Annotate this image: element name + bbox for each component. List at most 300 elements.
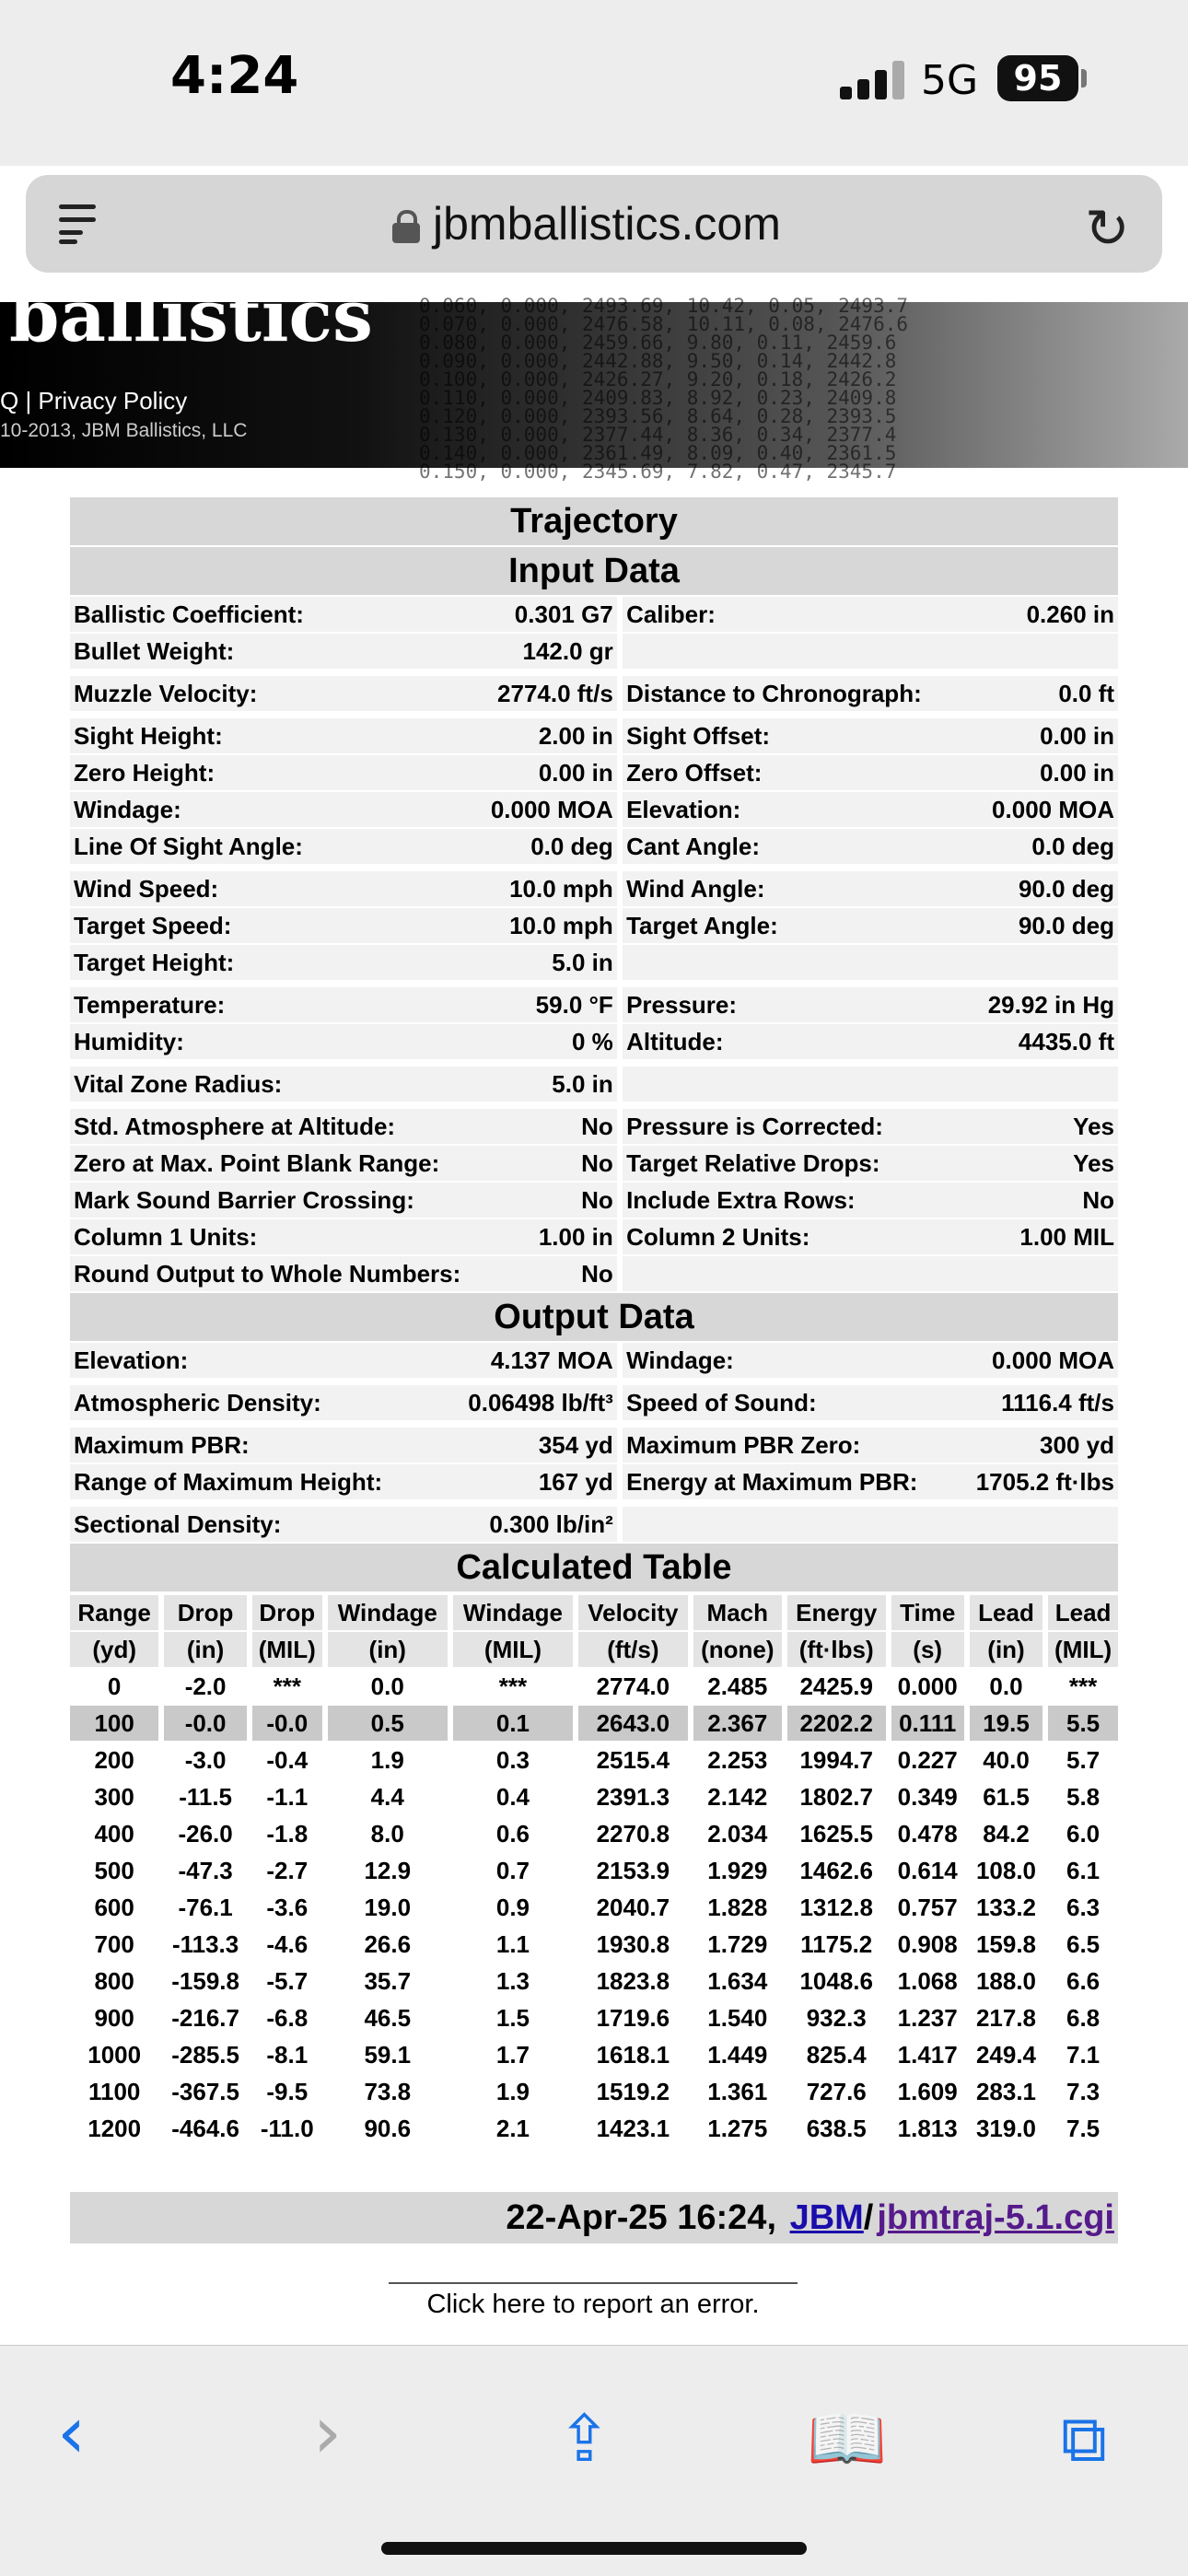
row-separator — [70, 982, 1118, 985]
column-unit: (MIL) — [252, 1632, 322, 1667]
calculated-table — [64, 1593, 1124, 2148]
jbmtraj-link[interactable]: jbmtraj-5.1.cgi — [877, 2198, 1114, 2237]
footer-timestamp — [70, 2192, 1118, 2244]
column-unit: (ft·lbs) — [787, 1632, 886, 1667]
table-cell: 8.0 — [328, 1816, 448, 1851]
row-value: 0.300 lb/in² — [464, 1507, 617, 1542]
data-row — [70, 1219, 1118, 1254]
table-cell: 1.729 — [693, 1927, 782, 1962]
row-label: Std. Atmosphere at Altitude: — [70, 1109, 464, 1144]
table-cell: 26.6 — [328, 1927, 448, 1962]
table-cell: 59.1 — [328, 2037, 448, 2072]
data-row — [70, 1385, 1118, 1420]
row-separator — [70, 1103, 1118, 1107]
data-row — [70, 1507, 1118, 1542]
row-label: Pressure is Corrected: — [623, 1109, 973, 1144]
column-header: Drop — [252, 1595, 322, 1630]
row-separator — [70, 1061, 1118, 1065]
table-cell: 1100 — [70, 2074, 158, 2109]
column-header: Windage — [328, 1595, 448, 1630]
table-cell: -76.1 — [164, 1890, 247, 1925]
table-cell: 2202.2 — [787, 1706, 886, 1741]
network-type: 5G — [921, 57, 979, 104]
home-indicator — [381, 2542, 807, 2555]
table-cell: 61.5 — [970, 1779, 1042, 1814]
table-cell: 1200 — [70, 2111, 158, 2146]
row-value: No — [973, 1183, 1118, 1218]
table-cell: 1.5 — [453, 2000, 573, 2035]
table-cell: 2270.8 — [578, 1816, 688, 1851]
table-row — [70, 1853, 1118, 1888]
data-row — [70, 1067, 1118, 1102]
row-label: Muzzle Velocity: — [70, 676, 464, 711]
data-row — [70, 1256, 1118, 1291]
table-cell: -4.6 — [252, 1927, 322, 1962]
row-separator — [70, 1380, 1118, 1383]
table-cell: 0.6 — [453, 1816, 573, 1851]
table-cell: 2.1 — [453, 2111, 573, 2146]
row-value: No — [464, 1109, 617, 1144]
table-cell: 0.227 — [891, 1743, 964, 1778]
table-cell: 1618.1 — [578, 2037, 688, 2072]
table-cell: 249.4 — [970, 2037, 1042, 2072]
row-value: No — [464, 1146, 617, 1181]
table-cell: 0.908 — [891, 1927, 964, 1962]
row-label: Elevation: — [623, 792, 973, 827]
row-value: 0.00 in — [464, 755, 617, 790]
row-label: Line Of Sight Angle: — [70, 829, 464, 864]
table-cell: -113.3 — [164, 1927, 247, 1962]
row-value: 167 yd — [464, 1464, 617, 1499]
table-cell: -0.0 — [252, 1706, 322, 1741]
table-cell: -8.1 — [252, 2037, 322, 2072]
url-text[interactable]: jbmballistics.com — [433, 198, 781, 250]
chevron-left-icon[interactable]: ‹ — [57, 2392, 87, 2475]
table-cell: 1.828 — [693, 1890, 782, 1925]
table-cell: 133.2 — [970, 1890, 1042, 1925]
table-cell: 1.1 — [453, 1927, 573, 1962]
table-cell: 1802.7 — [787, 1779, 886, 1814]
row-value: Yes — [973, 1109, 1118, 1144]
table-cell: 1423.1 — [578, 2111, 688, 2146]
row-label: Temperature: — [70, 987, 464, 1022]
table-cell: 4.4 — [328, 1779, 448, 1814]
page-menu-icon[interactable] — [59, 203, 96, 243]
row-label: Mark Sound Barrier Crossing: — [70, 1183, 464, 1218]
table-cell: 1625.5 — [787, 1816, 886, 1851]
column-unit: (ft/s) — [578, 1632, 688, 1667]
row-value: 10.0 mph — [464, 871, 617, 906]
table-cell: 46.5 — [328, 2000, 448, 2035]
table-cell: 600 — [70, 1890, 158, 1925]
row-value: 4435.0 ft — [973, 1024, 1118, 1059]
table-cell: 0.0 — [328, 1669, 448, 1704]
table-cell: 400 — [70, 1816, 158, 1851]
table-cell: 5.5 — [1048, 1706, 1118, 1741]
table-cell: 200 — [70, 1743, 158, 1778]
data-row — [70, 1428, 1118, 1463]
row-label — [623, 1256, 973, 1291]
row-value: 59.0 °F — [464, 987, 617, 1022]
table-cell: 12.9 — [328, 1853, 448, 1888]
row-value: 1116.4 ft/s — [973, 1385, 1118, 1420]
row-value: 5.0 in — [464, 945, 617, 980]
table-cell: 6.1 — [1048, 1853, 1118, 1888]
row-label: Bullet Weight: — [70, 634, 464, 669]
row-label: Cant Angle: — [623, 829, 973, 864]
row-value — [973, 634, 1118, 669]
data-row — [70, 987, 1118, 1022]
table-cell: 1175.2 — [787, 1927, 886, 1962]
row-value: 0.0 deg — [464, 829, 617, 864]
table-cell: 1.417 — [891, 2037, 964, 2072]
chevron-right-icon[interactable]: › — [313, 2392, 343, 2475]
column-unit: (MIL) — [1048, 1632, 1118, 1667]
data-row — [70, 597, 1118, 632]
table-cell: -3.6 — [252, 1890, 322, 1925]
table-row — [70, 2000, 1118, 2035]
row-label — [623, 634, 973, 669]
table-cell: 825.4 — [787, 2037, 886, 2072]
table-cell: 1.634 — [693, 1964, 782, 1999]
row-value — [973, 1067, 1118, 1102]
table-cell: 319.0 — [970, 2111, 1042, 2146]
table-cell: 2643.0 — [578, 1706, 688, 1741]
row-value — [973, 1507, 1118, 1542]
table-cell: 1048.6 — [787, 1964, 886, 1999]
data-row — [70, 1024, 1118, 1059]
table-cell: 40.0 — [970, 1743, 1042, 1778]
row-value: 1705.2 ft·lbs — [973, 1464, 1118, 1499]
table-cell: 1.813 — [891, 2111, 964, 2146]
table-row — [70, 1816, 1118, 1851]
share-icon[interactable]: ⇪ — [557, 2401, 611, 2477]
row-value — [973, 945, 1118, 980]
table-cell: 90.6 — [328, 2111, 448, 2146]
site-logo-text: ballistics — [9, 274, 373, 358]
row-value: 0.0 ft — [973, 676, 1118, 711]
table-cell: 1312.8 — [787, 1890, 886, 1925]
row-label: Range of Maximum Height: — [70, 1464, 464, 1499]
row-label: Target Speed: — [70, 908, 464, 943]
trajectory-results — [70, 495, 1118, 2148]
row-label: Atmospheric Density: — [70, 1385, 464, 1420]
row-value: 142.0 gr — [464, 634, 617, 669]
row-label: Round Output to Whole Numbers: — [70, 1256, 464, 1291]
row-label: Distance to Chronograph: — [623, 676, 973, 711]
column-unit: (MIL) — [453, 1632, 573, 1667]
table-cell: 0.3 — [453, 1743, 573, 1778]
table-cell: 2515.4 — [578, 1743, 688, 1778]
column-unit: (s) — [891, 1632, 964, 1667]
calculated-table-heading: Calculated Table — [70, 1544, 1118, 1591]
table-cell: -1.1 — [252, 1779, 322, 1814]
row-label: Windage: — [623, 1343, 973, 1378]
table-cell: 2153.9 — [578, 1853, 688, 1888]
table-cell: 0.0 — [970, 1669, 1042, 1704]
tabs-icon[interactable]: ⧉ — [1061, 2401, 1107, 2477]
table-cell: 700 — [70, 1927, 158, 1962]
address-bar[interactable] — [26, 175, 1162, 273]
output-data-heading: Output Data — [70, 1293, 1118, 1341]
data-row — [70, 945, 1118, 980]
row-separator — [70, 1422, 1118, 1426]
row-label — [623, 1507, 973, 1542]
table-cell: 1.449 — [693, 2037, 782, 2072]
row-value: 300 yd — [973, 1428, 1118, 1463]
data-row — [70, 1183, 1118, 1218]
table-cell: 2.034 — [693, 1816, 782, 1851]
table-cell: 1519.2 — [578, 2074, 688, 2109]
table-cell: *** — [252, 1669, 322, 1704]
table-cell: 2391.3 — [578, 1779, 688, 1814]
table-cell: -367.5 — [164, 2074, 247, 2109]
lock-icon — [392, 210, 420, 241]
row-label: Target Height: — [70, 945, 464, 980]
row-separator — [70, 866, 1118, 869]
table-row — [70, 1669, 1118, 1704]
footer-slash: / — [863, 2198, 874, 2237]
column-header: Velocity — [578, 1595, 688, 1630]
row-value: Yes — [973, 1146, 1118, 1181]
row-label: Zero at Max. Point Blank Range: — [70, 1146, 464, 1181]
column-unit: (in) — [164, 1632, 247, 1667]
row-label: Ballistic Coefficient: — [70, 597, 464, 632]
row-label: Target Angle: — [623, 908, 973, 943]
column-unit: (in) — [970, 1632, 1042, 1667]
table-cell: 1.068 — [891, 1964, 964, 1999]
data-row — [70, 1109, 1118, 1144]
column-header: Lead — [1048, 1595, 1118, 1630]
table-cell: 1.3 — [453, 1964, 573, 1999]
trajectory-heading: Trajectory — [70, 497, 1118, 545]
site-banner — [0, 274, 1188, 483]
table-cell: 6.3 — [1048, 1890, 1118, 1925]
table-cell: 727.6 — [787, 2074, 886, 2109]
banner-numbers: 0.060, 0.000, 2493.69, 10.42, 0.05, 2493.7 0.070, 0.000, 2476.58, 10.11, 0.08, 2476.6 0.080, 0.000, 2459.66, 9.80, 0.11, 2459.6 0.090, 0.000, 2442.88, 9.50, 0.14, 2442.8 0.100, 0.000, 2426.27, 9.20, 0.18, 2426.2 0.110, 0.000, 2409.83, 8.92, 0.23, 2409.8 0.120, 0.000, 2393.56, 8.64, 0.28, 2393.5 0.130, 0.000, 2377.44, 8.36, 0.34, 2377.4 0.140, 0.000, 2361.49, 8.09, 0.40, 2361.5 0.150, 0.000, 2345.69, 7.82, 0.47, 2345.7 — [419, 295, 909, 483]
table-row — [70, 1890, 1118, 1925]
row-label: Zero Height: — [70, 755, 464, 790]
column-unit: (yd) — [70, 1632, 158, 1667]
row-label: Altitude: — [623, 1024, 973, 1059]
table-cell: 1.9 — [328, 1743, 448, 1778]
table-cell: 73.8 — [328, 2074, 448, 2109]
table-cell: 300 — [70, 1779, 158, 1814]
table-cell: 1.609 — [891, 2074, 964, 2109]
table-cell: 1.929 — [693, 1853, 782, 1888]
table-cell: 7.5 — [1048, 2111, 1118, 2146]
table-cell: -159.8 — [164, 1964, 247, 1999]
column-unit: (none) — [693, 1632, 782, 1667]
table-cell: 7.1 — [1048, 2037, 1118, 2072]
table-cell: 0.9 — [453, 1890, 573, 1925]
table-row — [70, 2111, 1118, 2146]
signal-icon — [840, 59, 904, 99]
table-cell: 1000 — [70, 2037, 158, 2072]
input-output-table — [70, 495, 1118, 1593]
row-label: Column 1 Units: — [70, 1219, 464, 1254]
table-cell: 500 — [70, 1853, 158, 1888]
table-row — [70, 1927, 1118, 1962]
banner-copyright: 10-2013, JBM Ballistics, LLC — [0, 420, 248, 441]
row-label: Windage: — [70, 792, 464, 827]
table-cell: 1823.8 — [578, 1964, 688, 1999]
row-value: 0.000 MOA — [464, 792, 617, 827]
row-value: 0.00 in — [973, 755, 1118, 790]
table-cell: 0 — [70, 1669, 158, 1704]
table-cell: 217.8 — [970, 2000, 1042, 2035]
table-row — [70, 1779, 1118, 1814]
data-row — [70, 755, 1118, 790]
column-header: Windage — [453, 1595, 573, 1630]
report-error-link[interactable]: Click here to report an error. — [389, 2282, 798, 2320]
table-cell: -3.0 — [164, 1743, 247, 1778]
row-label: Column 2 Units: — [623, 1219, 973, 1254]
table-cell: -5.7 — [252, 1964, 322, 1999]
row-label: Sight Offset: — [623, 718, 973, 753]
table-cell: 2.367 — [693, 1706, 782, 1741]
data-row — [70, 792, 1118, 827]
row-value: 10.0 mph — [464, 908, 617, 943]
row-value: 0.00 in — [973, 718, 1118, 753]
row-value: 0.000 MOA — [973, 1343, 1118, 1378]
row-value: 90.0 deg — [973, 908, 1118, 943]
column-header: Range — [70, 1595, 158, 1630]
row-value: 1.00 MIL — [973, 1219, 1118, 1254]
table-cell: 0.478 — [891, 1816, 964, 1851]
row-value: 90.0 deg — [973, 871, 1118, 906]
banner-links[interactable]: Q | Privacy Policy — [0, 387, 188, 414]
table-cell: 0.349 — [891, 1779, 964, 1814]
table-cell: -9.5 — [252, 2074, 322, 2109]
row-label: Wind Angle: — [623, 871, 973, 906]
row-value: 0.301 G7 — [464, 597, 617, 632]
table-cell: 0.1 — [453, 1706, 573, 1741]
row-label: Maximum PBR: — [70, 1428, 464, 1463]
table-cell: -11.5 — [164, 1779, 247, 1814]
column-header: Drop — [164, 1595, 247, 1630]
column-header-row — [70, 1595, 1118, 1630]
table-cell: 2774.0 — [578, 1669, 688, 1704]
status-bar — [0, 0, 1188, 166]
table-cell: 1.275 — [693, 2111, 782, 2146]
row-label: Zero Offset: — [623, 755, 973, 790]
table-cell: 19.5 — [970, 1706, 1042, 1741]
table-cell: -11.0 — [252, 2111, 322, 2146]
row-label: Sight Height: — [70, 718, 464, 753]
table-cell: -2.0 — [164, 1669, 247, 1704]
table-cell: 1462.6 — [787, 1853, 886, 1888]
row-value: 0.260 in — [973, 597, 1118, 632]
column-header: Energy — [787, 1595, 886, 1630]
table-cell: 5.8 — [1048, 1779, 1118, 1814]
book-icon[interactable]: 📖 — [807, 2401, 888, 2477]
row-label: Energy at Maximum PBR: — [623, 1464, 973, 1499]
row-label: Maximum PBR Zero: — [623, 1428, 973, 1463]
table-cell: -2.7 — [252, 1853, 322, 1888]
row-label: Elevation: — [70, 1343, 464, 1378]
table-row — [70, 1743, 1118, 1778]
battery-cap — [1081, 69, 1087, 87]
table-cell: 2.142 — [693, 1779, 782, 1814]
table-cell: -216.7 — [164, 2000, 247, 2035]
table-cell: 0.757 — [891, 1890, 964, 1925]
table-cell: 800 — [70, 1964, 158, 1999]
row-label: Pressure: — [623, 987, 973, 1022]
table-cell: -1.8 — [252, 1816, 322, 1851]
table-cell: 0.4 — [453, 1779, 573, 1814]
footer-date: 22-Apr-25 16:24, — [506, 2198, 786, 2237]
row-value — [973, 1256, 1118, 1291]
row-value: 2774.0 ft/s — [464, 676, 617, 711]
jbm-link[interactable]: JBM — [789, 2198, 864, 2237]
row-label: Target Relative Drops: — [623, 1146, 973, 1181]
column-unit-row — [70, 1632, 1118, 1667]
data-row — [70, 676, 1118, 711]
table-cell: 1.540 — [693, 2000, 782, 2035]
row-value: 1.00 in — [464, 1219, 617, 1254]
table-cell: 7.3 — [1048, 2074, 1118, 2109]
table-cell: 0.5 — [328, 1706, 448, 1741]
table-cell: -0.0 — [164, 1706, 247, 1741]
row-label: Humidity: — [70, 1024, 464, 1059]
table-cell: 6.8 — [1048, 2000, 1118, 2035]
column-header: Mach — [693, 1595, 782, 1630]
table-cell: -47.3 — [164, 1853, 247, 1888]
table-cell: 2.485 — [693, 1669, 782, 1704]
table-cell: 35.7 — [328, 1964, 448, 1999]
data-row — [70, 718, 1118, 753]
table-cell: 84.2 — [970, 1816, 1042, 1851]
table-cell: 108.0 — [970, 1853, 1042, 1888]
input-data-heading: Input Data — [70, 547, 1118, 595]
table-cell: 1994.7 — [787, 1743, 886, 1778]
data-row — [70, 871, 1118, 906]
data-row — [70, 829, 1118, 864]
reload-icon[interactable]: ↻ — [1085, 197, 1130, 260]
table-cell: 283.1 — [970, 2074, 1042, 2109]
row-value: No — [464, 1183, 617, 1218]
column-header: Lead — [970, 1595, 1042, 1630]
table-cell: 5.7 — [1048, 1743, 1118, 1778]
table-cell: 0.000 — [891, 1669, 964, 1704]
table-cell: 1.237 — [891, 2000, 964, 2035]
table-cell: 6.0 — [1048, 1816, 1118, 1851]
table-cell: 638.5 — [787, 2111, 886, 2146]
table-cell: 2425.9 — [787, 1669, 886, 1704]
table-cell: 2040.7 — [578, 1890, 688, 1925]
status-time: 4:24 — [170, 46, 299, 106]
table-cell: 19.0 — [328, 1890, 448, 1925]
table-cell: 1.9 — [453, 2074, 573, 2109]
row-label: Wind Speed: — [70, 871, 464, 906]
table-cell: -285.5 — [164, 2037, 247, 2072]
table-cell: 932.3 — [787, 2000, 886, 2035]
table-cell: 1719.6 — [578, 2000, 688, 2035]
table-cell: 188.0 — [970, 1964, 1042, 1999]
table-cell: -464.6 — [164, 2111, 247, 2146]
table-cell: 0.7 — [453, 1853, 573, 1888]
data-row — [70, 1146, 1118, 1181]
table-cell: 0.614 — [891, 1853, 964, 1888]
column-unit: (in) — [328, 1632, 448, 1667]
battery-icon: 95 — [997, 55, 1078, 101]
table-cell: 6.6 — [1048, 1964, 1118, 1999]
row-value: 0.000 MOA — [973, 792, 1118, 827]
row-label: Include Extra Rows: — [623, 1183, 973, 1218]
table-cell: 1930.8 — [578, 1927, 688, 1962]
row-separator — [70, 1501, 1118, 1505]
